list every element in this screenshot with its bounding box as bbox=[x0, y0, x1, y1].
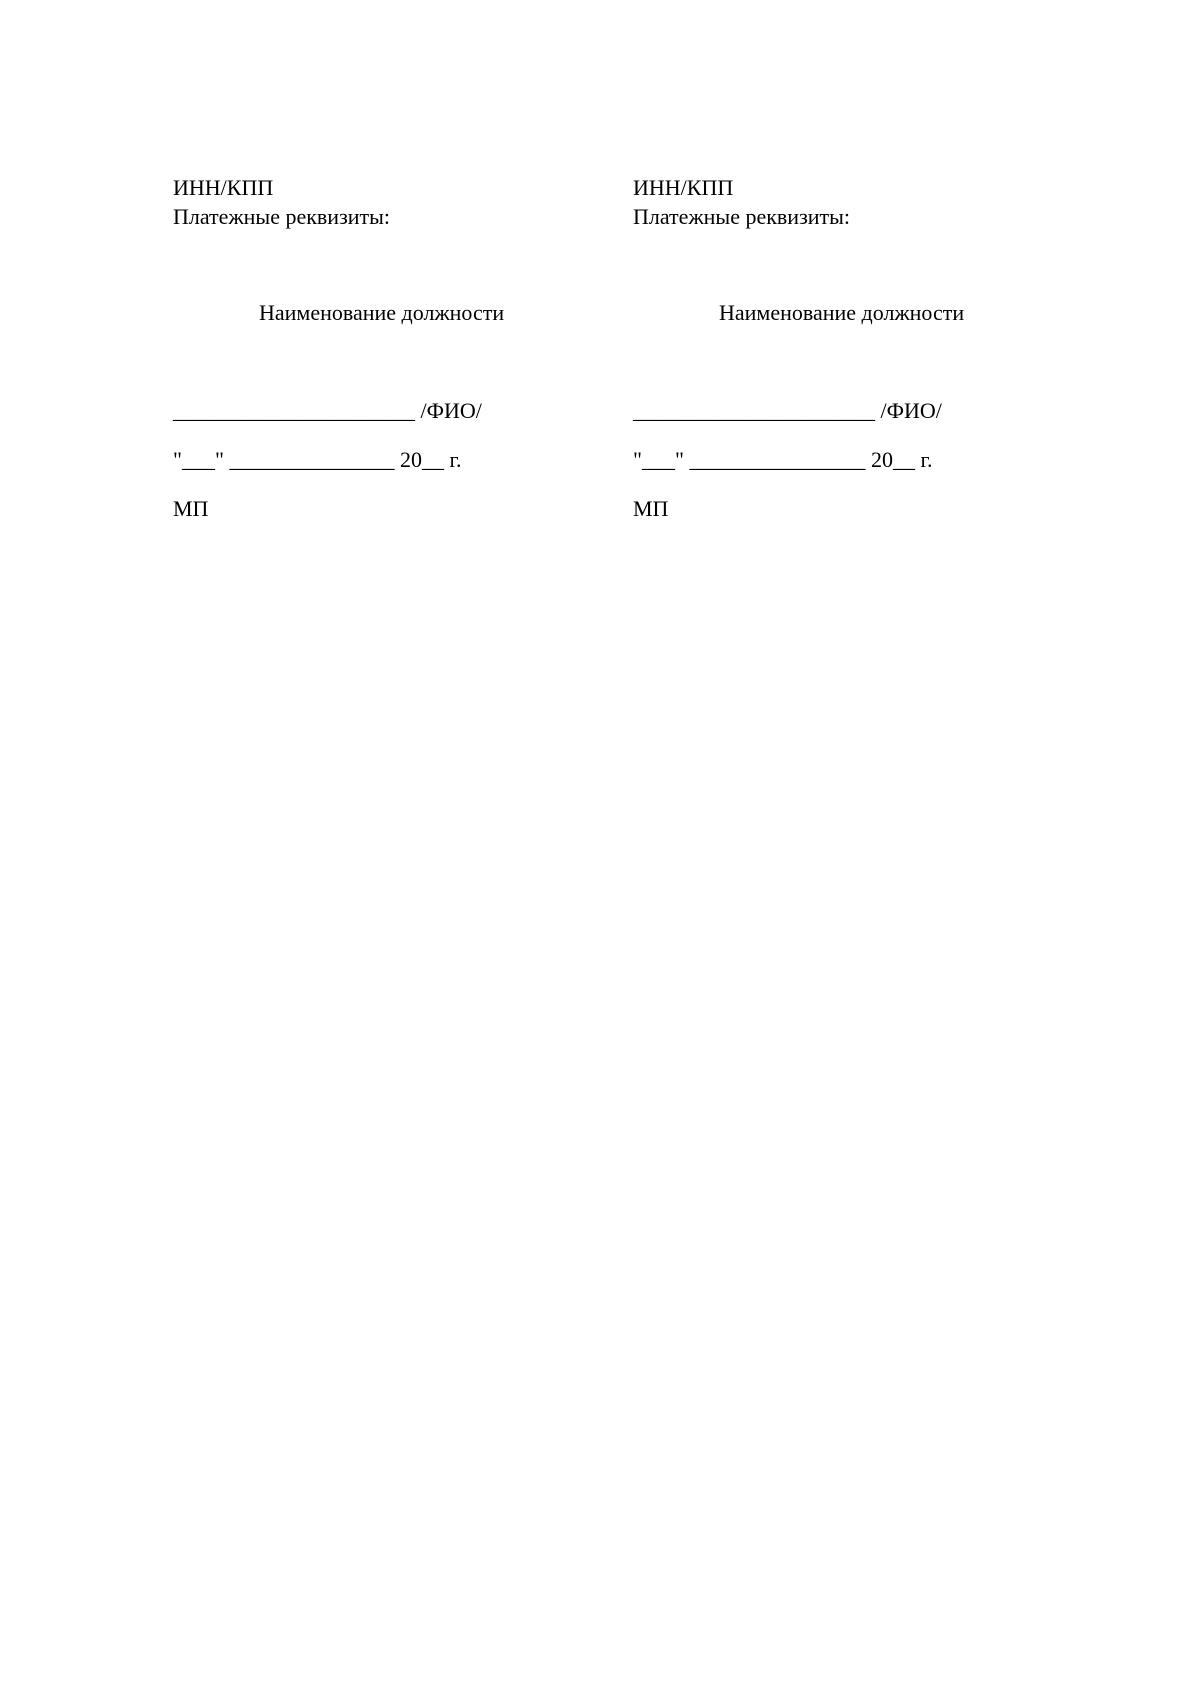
party-block-left bbox=[173, 0, 573, 600]
payment-details-label: Платежные реквизиты: bbox=[173, 204, 391, 229]
signature-line: ______________________ /ФИО/ bbox=[633, 398, 942, 423]
position-title: Наименование должности bbox=[259, 300, 505, 325]
stamp-place-label: МП bbox=[173, 496, 209, 521]
inn-kpp-label: ИНН/КПП bbox=[173, 175, 274, 200]
date-line: "___" _______________ 20__ г. bbox=[173, 447, 462, 472]
inn-kpp-label: ИНН/КПП bbox=[633, 175, 734, 200]
party-block-right bbox=[633, 0, 1033, 600]
signature-line: ______________________ /ФИО/ bbox=[173, 398, 482, 423]
position-title: Наименование должности bbox=[719, 300, 965, 325]
stamp-place-label: МП bbox=[633, 496, 669, 521]
date-line: "___" ________________ 20__ г. bbox=[633, 447, 933, 472]
payment-details-label: Платежные реквизиты: bbox=[633, 204, 851, 229]
